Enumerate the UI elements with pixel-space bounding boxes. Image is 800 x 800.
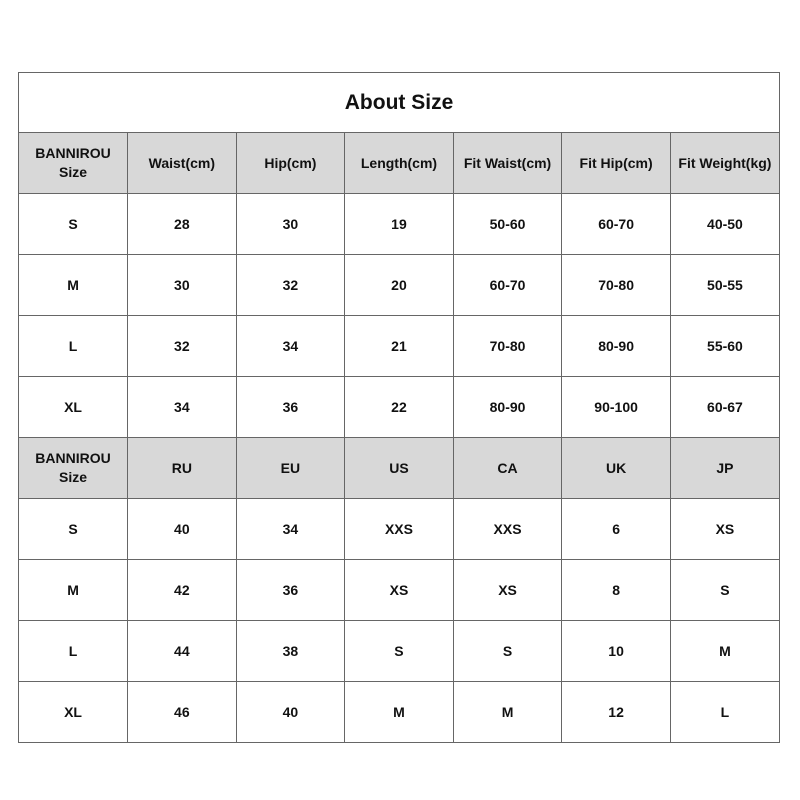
table1-header-row	[19, 133, 779, 194]
value-cell: 40	[128, 499, 237, 560]
value-cell: 34	[236, 499, 345, 560]
value-cell: 20	[345, 255, 454, 316]
value-cell: 46	[128, 682, 237, 743]
table-row	[19, 316, 779, 377]
value-cell: S	[670, 560, 779, 621]
value-cell: 36	[236, 377, 345, 438]
value-cell: S	[345, 621, 454, 682]
table-row	[19, 255, 779, 316]
size-chart	[18, 72, 780, 743]
value-cell: 42	[128, 560, 237, 621]
brand-size-header	[19, 133, 128, 194]
value-cell: 50-55	[670, 255, 779, 316]
size-label: Size	[59, 469, 88, 485]
value-cell: 90-100	[562, 377, 671, 438]
size-cell: XL	[19, 682, 128, 743]
value-cell: 38	[236, 621, 345, 682]
value-cell: M	[345, 682, 454, 743]
size-table	[19, 133, 779, 742]
value-cell: 28	[128, 194, 237, 255]
value-cell: XS	[670, 499, 779, 560]
table-row	[19, 560, 779, 621]
value-cell: 30	[128, 255, 237, 316]
table-row	[19, 682, 779, 743]
value-cell: M	[453, 682, 562, 743]
value-cell: 80-90	[562, 316, 671, 377]
table-row	[19, 621, 779, 682]
value-cell: 6	[562, 499, 671, 560]
column-header: UK	[562, 438, 671, 499]
size-cell: L	[19, 621, 128, 682]
value-cell: 21	[345, 316, 454, 377]
value-cell: 32	[128, 316, 237, 377]
value-cell: S	[453, 621, 562, 682]
table2-header-row	[19, 438, 779, 499]
column-header: Fit Weight(kg)	[670, 133, 779, 194]
size-cell: M	[19, 255, 128, 316]
table-row	[19, 499, 779, 560]
value-cell: L	[670, 682, 779, 743]
value-cell: 44	[128, 621, 237, 682]
value-cell: 70-80	[453, 316, 562, 377]
value-cell: 10	[562, 621, 671, 682]
column-header: Length(cm)	[345, 133, 454, 194]
table-row	[19, 377, 779, 438]
value-cell: 34	[236, 316, 345, 377]
column-header: EU	[236, 438, 345, 499]
value-cell: 32	[236, 255, 345, 316]
value-cell: 22	[345, 377, 454, 438]
size-label: Size	[59, 164, 88, 180]
column-header: Waist(cm)	[128, 133, 237, 194]
value-cell: XXS	[453, 499, 562, 560]
brand-label: BANNIROU	[35, 145, 111, 161]
value-cell: 8	[562, 560, 671, 621]
value-cell: 19	[345, 194, 454, 255]
value-cell: 55-60	[670, 316, 779, 377]
value-cell: 40-50	[670, 194, 779, 255]
value-cell: M	[670, 621, 779, 682]
value-cell: XS	[453, 560, 562, 621]
size-cell: M	[19, 560, 128, 621]
size-cell: L	[19, 316, 128, 377]
column-header: JP	[670, 438, 779, 499]
value-cell: 30	[236, 194, 345, 255]
table-row	[19, 194, 779, 255]
value-cell: 40	[236, 682, 345, 743]
column-header: Hip(cm)	[236, 133, 345, 194]
value-cell: 60-67	[670, 377, 779, 438]
value-cell: XXS	[345, 499, 454, 560]
value-cell: 12	[562, 682, 671, 743]
column-header: CA	[453, 438, 562, 499]
size-cell: S	[19, 499, 128, 560]
value-cell: 70-80	[562, 255, 671, 316]
size-cell: S	[19, 194, 128, 255]
brand-size-header	[19, 438, 128, 499]
column-header: RU	[128, 438, 237, 499]
value-cell: 80-90	[453, 377, 562, 438]
chart-title: About Size	[19, 73, 779, 133]
value-cell: XS	[345, 560, 454, 621]
value-cell: 36	[236, 560, 345, 621]
value-cell: 60-70	[562, 194, 671, 255]
value-cell: 60-70	[453, 255, 562, 316]
column-header: US	[345, 438, 454, 499]
column-header: Fit Hip(cm)	[562, 133, 671, 194]
value-cell: 34	[128, 377, 237, 438]
value-cell: 50-60	[453, 194, 562, 255]
brand-label: BANNIROU	[35, 450, 111, 466]
size-cell: XL	[19, 377, 128, 438]
column-header: Fit Waist(cm)	[453, 133, 562, 194]
